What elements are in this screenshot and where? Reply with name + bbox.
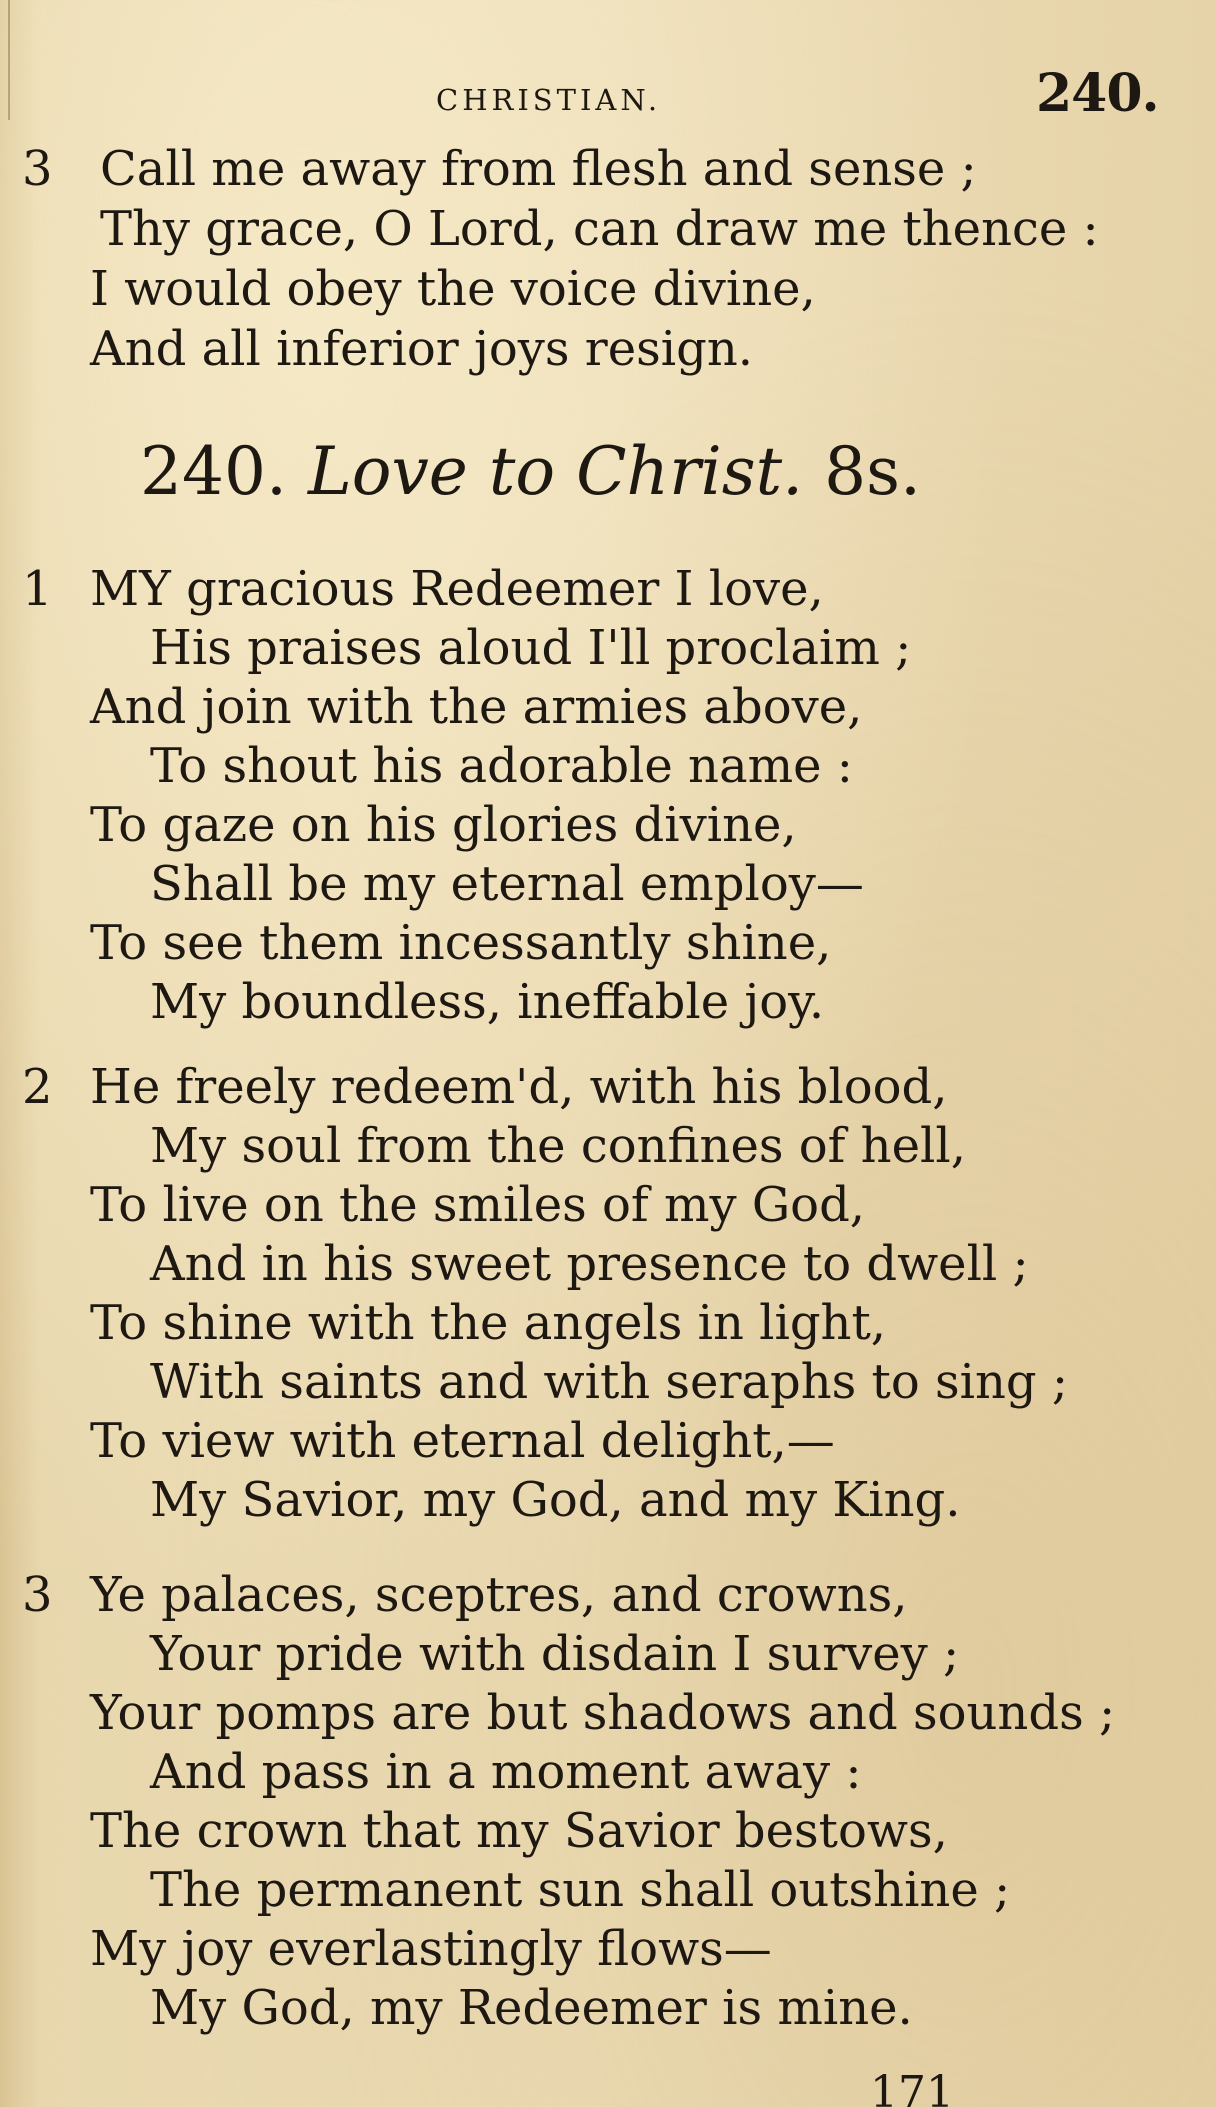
verse-line: To see them incessantly shine, [90,915,832,971]
verse-line: He freely redeem'd, with his blood, [90,1059,948,1115]
verse-line: The crown that my Savior bestows, [90,1803,948,1859]
verse-line: My boundless, ineffable joy. [150,974,825,1030]
stanza-number: 3 [22,141,53,197]
verse-line: I would obey the voice divine, [90,261,816,317]
hymn-number-header: 240. [1036,63,1159,124]
verse-line: And all inferior joys resign. [90,321,753,377]
verse-line: Your pride with disdain I survey ; [150,1626,960,1682]
verse-line: To gaze on his glories divine, [90,797,797,853]
hymn-title-text: Love to Christ. [307,433,804,510]
verse-line: To live on the smiles of my God, [90,1177,866,1233]
stanza-number: 3 [22,1567,53,1623]
verse-line: Thy grace, O Lord, can draw me thence : [100,201,1099,257]
verse-line: MY gracious Redeemer I love, [90,561,824,617]
hymn-meter: 8s. [824,433,921,510]
verse-line: With saints and with seraphs to sing ; [150,1354,1069,1410]
verse-line: The permanent sun shall outshine ; [150,1862,1011,1918]
verse-line: My soul from the confines of hell, [150,1118,966,1174]
verse-line: Ye palaces, sceptres, and crowns, [90,1567,908,1623]
verse-line: My God, my Redeemer is mine. [150,1980,913,2036]
verse-line: And pass in a moment away : [150,1744,862,1800]
verse-line: And in his sweet presence to dwell ; [150,1236,1029,1292]
page-number: 171 [870,2067,954,2107]
running-head: CHRISTIAN. [436,83,662,117]
hymn-title [140,432,921,512]
verse-line: To shout his adorable name : [150,738,853,794]
stanza-number: 2 [22,1059,53,1115]
verse-line: My Savior, my God, and my King. [150,1472,961,1528]
verse-line: Call me away from flesh and sense ; [100,141,977,197]
verse-line: Your pomps are but shadows and sounds ; [90,1685,1116,1741]
verse-line: And join with the armies above, [90,679,863,735]
verse-line: My joy everlastingly flows— [90,1921,772,1977]
verse-line: Shall be my eternal employ— [150,856,864,912]
verse-line: To shine with the angels in light, [90,1295,887,1351]
page-edge-shadow [8,0,10,120]
hymn-number: 240. [140,433,287,510]
verse-line: His praises aloud I'll proclaim ; [150,620,912,676]
verse-line: To view with eternal delight,— [90,1413,835,1469]
stanza-number: 1 [22,561,53,617]
